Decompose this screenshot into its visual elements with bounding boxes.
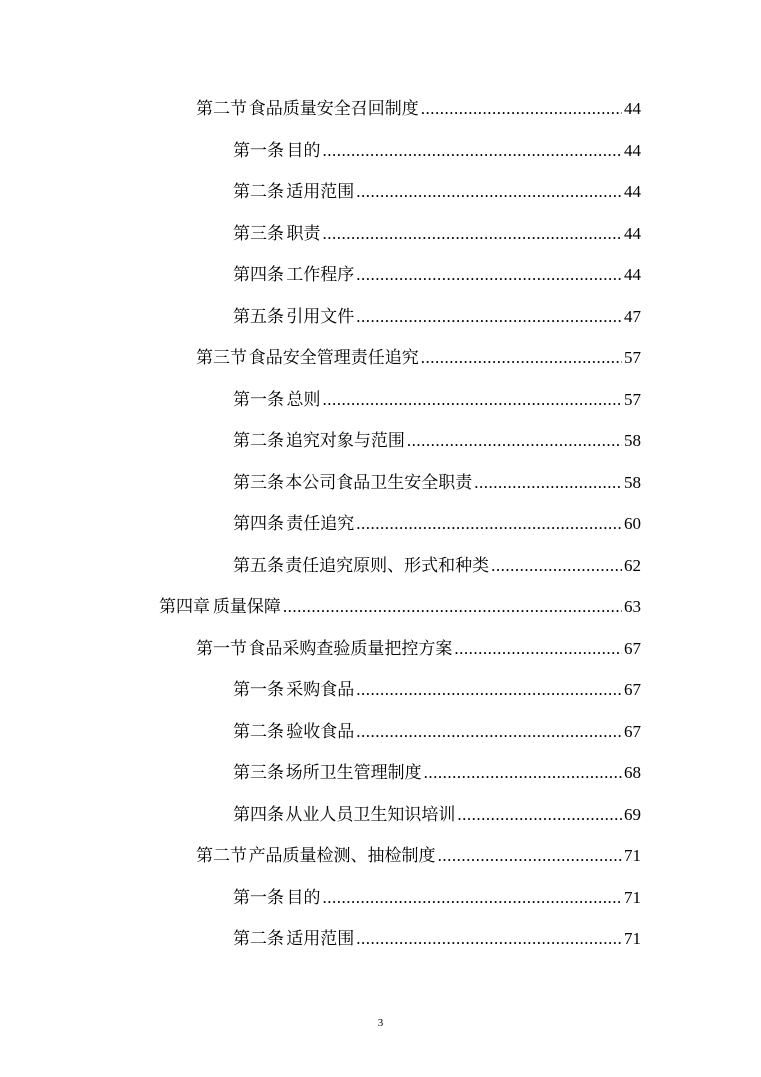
- toc-entry-page: 71: [624, 888, 641, 907]
- toc-entry[interactable]: [233, 513, 641, 535]
- toc-entry-page: 62: [624, 556, 641, 575]
- toc-entry-page: 69: [624, 805, 641, 824]
- toc-entry-page: 67: [624, 639, 641, 658]
- toc-entry-number: 第一节: [196, 639, 247, 659]
- dot-leader: [454, 638, 622, 660]
- toc-entry-title: 责任追究原则、形式和种类: [285, 556, 490, 576]
- toc-entry[interactable]: [233, 140, 641, 162]
- toc-entry-title: 目的: [286, 888, 321, 908]
- toc-entry-number: 第二条: [233, 182, 284, 202]
- toc-entry-page: 67: [624, 722, 641, 741]
- toc-entry-title: 食品安全管理责任追究: [248, 348, 419, 368]
- toc-entry[interactable]: [233, 181, 641, 203]
- toc-entry-title: 质量保障: [212, 597, 281, 617]
- toc-entry-number: 第四章: [159, 597, 210, 617]
- toc-entry-page: 63: [624, 597, 641, 616]
- toc-entry-page: 44: [624, 99, 641, 118]
- toc-entry[interactable]: [233, 679, 641, 701]
- toc-entry-page: 58: [624, 431, 641, 450]
- toc-entry-number: 第四条: [233, 805, 284, 825]
- dot-leader: [438, 845, 622, 867]
- toc-entry[interactable]: [233, 928, 641, 950]
- dot-leader: [356, 181, 622, 203]
- dot-leader: [356, 679, 622, 701]
- dot-leader: [283, 596, 622, 618]
- dot-leader: [323, 140, 622, 162]
- toc-entry-page: 57: [624, 390, 641, 409]
- dot-leader: [356, 928, 622, 950]
- toc-entry[interactable]: [233, 721, 641, 743]
- toc-entry-page: 67: [624, 680, 641, 699]
- toc-entry[interactable]: [233, 223, 641, 245]
- toc-entry[interactable]: [233, 762, 641, 784]
- toc-entry[interactable]: [233, 306, 641, 328]
- toc-entry-number: 第二节: [196, 846, 247, 866]
- toc-entry-page: 68: [623, 763, 641, 782]
- toc-entry-title: 责任追究: [286, 514, 355, 534]
- toc-entry-page: 44: [624, 182, 641, 201]
- toc-entry-number: 第二条: [233, 722, 284, 742]
- toc-entry[interactable]: [233, 555, 641, 577]
- toc-entry-number: 第三条: [233, 473, 284, 493]
- toc-entry[interactable]: [196, 98, 641, 120]
- dot-leader: [356, 721, 622, 743]
- toc-entry-title: 追究对象与范围: [285, 431, 405, 451]
- toc-entry-number: 第四条: [233, 265, 284, 285]
- toc-entry-title: 引用文件: [286, 307, 355, 327]
- toc-entry-number: 第一条: [233, 390, 284, 410]
- toc-entry-number: 第二条: [233, 929, 284, 949]
- toc-entry-title: 产品质量检测、抽检制度: [248, 846, 436, 866]
- dot-leader: [457, 804, 622, 826]
- toc-entry[interactable]: [196, 638, 641, 660]
- toc-entry[interactable]: [233, 264, 641, 286]
- toc-entry[interactable]: [196, 347, 641, 369]
- toc-entry-title: 验收食品: [286, 722, 355, 742]
- toc-entry-number: 第二条: [233, 431, 284, 451]
- toc-entry-page: 60: [624, 514, 641, 533]
- toc-entry-title: 工作程序: [286, 265, 355, 285]
- toc-entry-title: 适用范围: [286, 929, 355, 949]
- toc-entry[interactable]: [233, 430, 641, 452]
- toc-entry-number: 第三条: [233, 763, 284, 783]
- page-number: 3: [377, 1017, 384, 1029]
- toc-entry[interactable]: [159, 596, 641, 618]
- toc-entry-page: 71: [624, 846, 641, 865]
- toc-entry-page: 44: [624, 224, 641, 243]
- toc-entry-number: 第一条: [233, 141, 284, 161]
- toc-entry-number: 第五条: [233, 556, 284, 576]
- dot-leader: [323, 389, 622, 411]
- toc-entry[interactable]: [196, 845, 641, 867]
- toc-entry-number: 第一条: [233, 680, 284, 700]
- toc-entry-title: 本公司食品卫生安全职责: [285, 473, 473, 493]
- toc-entry-title: 目的: [286, 141, 321, 161]
- toc-entry-title: 从业人员卫生知识培训: [285, 805, 456, 825]
- toc-entry-page: 58: [624, 473, 641, 492]
- dot-leader: [421, 98, 622, 120]
- toc-entry-page: 57: [624, 348, 641, 367]
- toc-entry-title: 场所卫生管理制度: [285, 763, 422, 783]
- toc-entry[interactable]: [233, 887, 641, 909]
- toc-entry-number: 第三条: [233, 224, 284, 244]
- dot-leader: [474, 472, 622, 494]
- toc-entry-title: 食品质量安全召回制度: [248, 99, 419, 119]
- toc-entry-title: 总则: [286, 390, 321, 410]
- toc-entry-number: 第五条: [233, 307, 284, 327]
- dot-leader: [407, 430, 622, 452]
- toc-entry-page: 71: [624, 929, 641, 948]
- toc-entry-page: 44: [624, 141, 641, 160]
- toc-entry-title: 采购食品: [286, 680, 355, 700]
- toc-entry-number: 第二节: [196, 99, 247, 119]
- dot-leader: [356, 306, 622, 328]
- dot-leader: [356, 513, 622, 535]
- dot-leader: [491, 555, 622, 577]
- dot-leader: [356, 264, 622, 286]
- toc-entry-number: 第四条: [233, 514, 284, 534]
- dot-leader: [424, 762, 622, 784]
- toc-entry[interactable]: [233, 804, 641, 826]
- toc-entry-page: 47: [624, 307, 641, 326]
- toc-entry[interactable]: [233, 472, 641, 494]
- dot-leader: [323, 887, 622, 909]
- toc-entry-title: 食品采购查验质量把控方案: [248, 639, 453, 659]
- toc-entry-title: 适用范围: [286, 182, 355, 202]
- toc-entry-title: 职责: [286, 224, 321, 244]
- toc-entry-number: 第三节: [196, 348, 247, 368]
- toc-entry-page: 44: [624, 265, 641, 284]
- toc-entry-number: 第一条: [233, 888, 284, 908]
- toc-entry[interactable]: [233, 389, 641, 411]
- dot-leader: [323, 223, 622, 245]
- dot-leader: [421, 347, 622, 369]
